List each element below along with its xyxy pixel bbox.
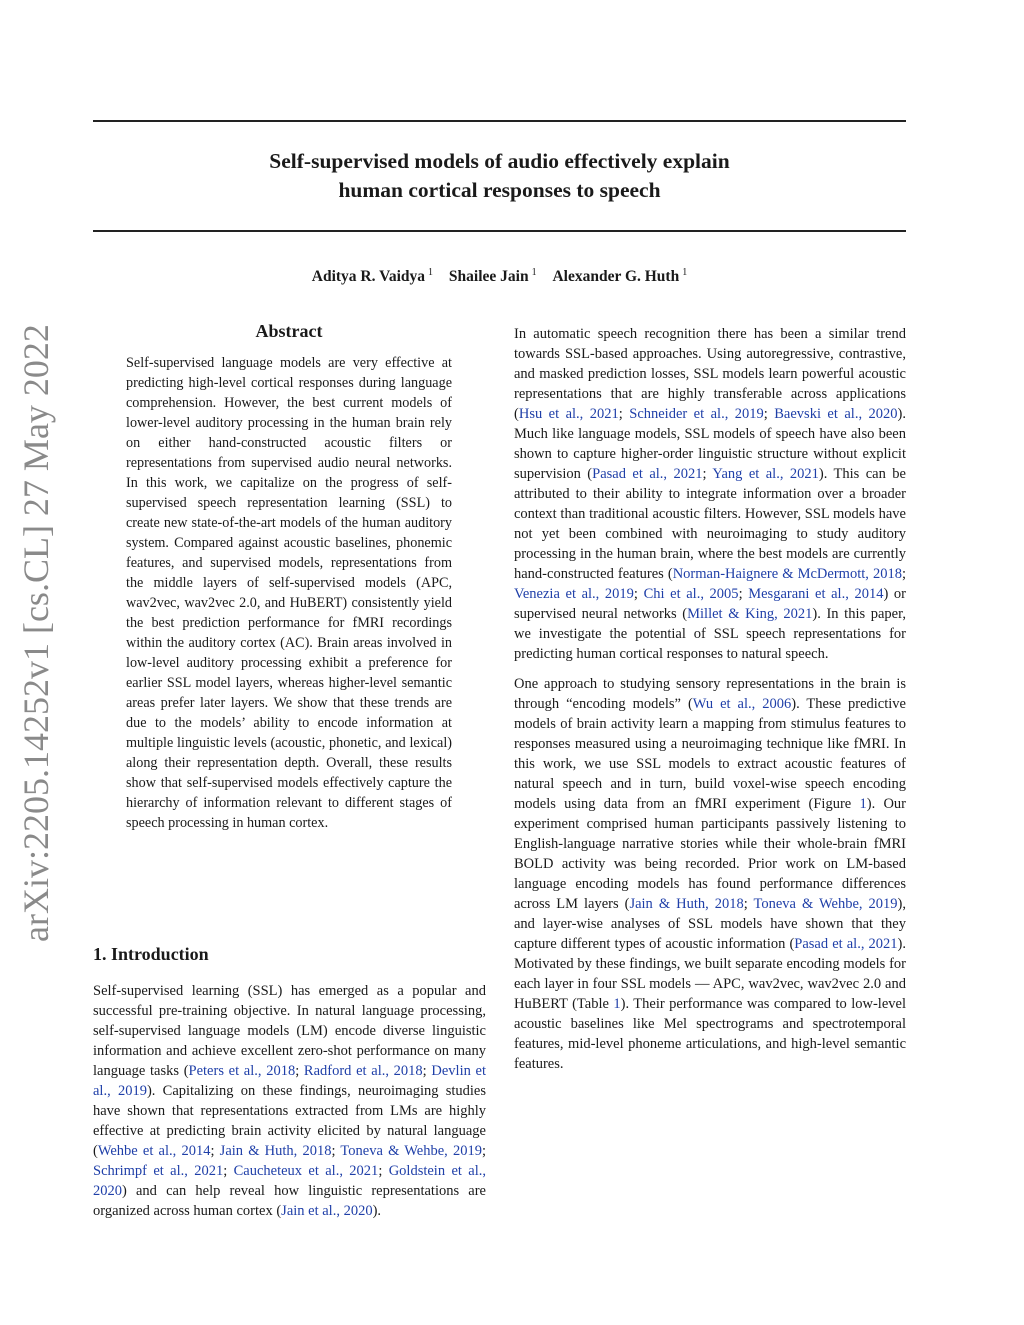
body-text: ). This can be attributed to their ability to integrate information over a broader context than traditional acoustic filters. However, SSL models have not yet been combined with neuroimaging to study auditory processing in the human brain, where the best models are currently hand-constructed features ( [514,466,906,582]
citation-link[interactable]: Peters et al., 2018 [188,1063,296,1079]
introduction-heading: 1. Introduction [93,944,209,964]
citation-link[interactable]: Yang et al., 2021 [712,466,819,482]
citation-link[interactable]: Schrimpf et al., 2021 [93,1163,224,1179]
citation-link[interactable]: Hsu et al., 2021 [518,406,619,422]
right-column [514,324,906,1084]
table-reference-link[interactable]: 1 [613,996,621,1012]
citation-link[interactable]: Wu et al., 2006 [692,696,792,712]
body-text: ). These predictive models of brain activity learn a mapping from stimulus features to responses measured using a neuroimaging technique like fMRI. In this work, we use SSL models to extract acoustic features of natural speech and in turn, build voxel-wise speech encoding models using data from an fMRI experiment (Figure [514,696,906,812]
body-text: In automatic speech recognition there has been a similar trend towards SSL-based approaches. Using autoregressive, contrastive, and masked prediction losses, SSL models learn powerful acoustic representations that are highly transferable across applications ( [514,326,906,422]
citation-link[interactable]: Mesgarani et al., 2014 [748,586,884,602]
intro-paragraph-2: In automatic speech recognition there has been a similar trend towards SSL-based approaches. Using autoregressive, contrastive, and masked prediction losses, SSL models learn powerful acoustic representations that are highly transferable across applications (Hsu et al., 2021; Schneider et al., 2019; Baevski et al., 2020). Much like language models, SSL models of speech have also been shown to capture higher-order linguistic structure without explicit supervision (Pasad et al., 2021; Yang et al., 2021). This can be attributed to their ability to integrate information over a broader context than traditional acoustic filters. However, SSL models have not yet been combined with neuroimaging to study auditory processing in the human brain, where the best models are currently hand-constructed features (Norman-Haignere & McDermott, 2018; Venezia et al., 2019; Chi et al., 2005; Mesgarani et al., 2014) or supervised neural networks (Millet & King, 2021). In this paper, we investigate the potential of SSL speech representations for predicting human cortical responses to natural speech. [514,326,906,662]
title-line-2: human cortical responses to speech [338,178,661,202]
body-text: ), and layer-wise analyses of SSL models have shown that they capture different types of acoustic information ( [514,896,906,952]
title-top-rule [93,120,906,122]
citation-link[interactable]: Pasad et al., 2021 [794,936,898,952]
citation-link[interactable]: Jain & Huth, 2018 [629,896,744,912]
author-name: Aditya R. Vaidya [311,268,426,286]
citation-link[interactable]: Wehbe et al., 2014 [97,1143,211,1159]
author-affiliation: 1 [682,267,688,278]
author-affiliation: 1 [531,267,537,278]
abstract-text: Self-supervised language models are very effective at predicting high-level cortical responses during language comprehension. However, the best current models of lower-level auditory processing in the human brain rely on either hand-constructed acoustic filters or representations from supervised audio neural networks. In this work, we capitalize on the progress of self-supervised speech representation learning (SSL) to create new state-of-the-art models of the human auditory system. Compared against acoustic baselines, phonemic features, and supervised models, representations from the middle layers of self-supervised models (APC, wav2vec, wav2vec 2.0, and HuBERT) consistently yield the best prediction performance for fMRI recordings within the auditory cortex (AC). Brain areas involved in low-level auditory processing exhibit a preference for earlier SSL model layers, whereas higher-level semantic areas prefer later layers. We show that these trends are due to the models’ ability to encode information at multiple linguistic levels (acoustic, phonetic, and lexical) along their representation depth. Overall, these results show that self-supervised models effectively capture the hierarchy of information relevant to different stages of speech processing in human cortex. [126,355,452,831]
body-text: Self-supervised learning (SSL) has emerged as a popular and successful pre-training objective. In natural language processing, self-supervised language models (LM) encode diverse linguistic information and achieve excellent zero-shot performance on many language tasks ( [93,983,486,1079]
citation-link[interactable]: Goldstein et al., 2020 [93,1163,486,1199]
citation-link[interactable]: Norman-Haignere & McDermott, 2018 [672,566,902,582]
citation-link[interactable]: Jain & Huth, 2018 [219,1143,332,1159]
body-text: ). Capitalizing on these findings, neuroimaging studies have shown that representations extracted from LMs are highly effective at predicting brain activity elicited by natural language ( [93,1083,487,1159]
arxiv-identifier: arXiv:2205.14252v1 [cs.CL] 27 May 2022 [16,324,56,942]
citation-link[interactable]: Pasad et al., 2021 [592,466,703,482]
intro-paragraph-3: One approach to studying sensory representations in the brain is through “encoding models” (Wu et al., 2006). These predictive models of brain activity learn a mapping from stimulus features to responses measured using a neuroimaging technique like fMRI. In this work, we use SSL models to extract acoustic features of natural speech and in turn, build voxel-wise speech encoding models using data from an fMRI experiment (Figure 1). Our experiment comprised human participants passively listening to English-language narrative stories while their whole-brain fMRI BOLD activity was being recorded. Prior work on LM-based language encoding models has found performance differences across LM layers (Jain & Huth, 2018; Toneva & Wehbe, 2019), and layer-wise analyses of SSL models have shown that they capture different types of acoustic information (Pasad et al., 2021). Motivated by these findings, we built separate encoding models for each layer in four SSL models — APC, wav2vec, wav2vec 2.0 and HuBERT (Table 1). Their performance was compared to low-level acoustic baselines like Mel spectrograms and spectrotemporal features, mid-level phoneme articulations, and high-level semantic features. [514,676,906,1072]
figure-reference-link[interactable]: 1 [859,796,867,812]
body-text: One approach to studying sensory representations in the brain is through “encoding models” ( [514,676,906,712]
abstract-heading: Abstract [255,321,323,341]
body-text: ) and can help reveal how linguistic representations are organized across human cortex ( [93,1183,486,1219]
author-name: Alexander G. Huth [552,268,680,286]
body-text: ) or supervised neural networks ( [514,586,906,622]
citation-link[interactable]: Jain et al., 2020 [281,1203,373,1219]
body-text: ). Motivated by these findings, we built separate encoding models for each layer in four SSL models — APC, wav2vec, wav2vec 2.0 and HuBERT (Table [514,936,906,1012]
citation-link[interactable]: Venezia et al., 2019 [514,586,634,602]
body-text: ). Much like language models, SSL models of speech have also been shown to capture higher-order linguistic structure without explicit supervision ( [514,406,906,482]
citation-link[interactable]: Caucheteux et al., 2021 [233,1163,379,1179]
intro-paragraph-1-part-a: Self-supervised learning (SSL) has emerged as a popular and successful pre-training objective. In natural language processing, self-supervised language models (LM) encode diverse linguistic information and achieve excellent zero-shot performance on many language tasks (Peters et al., 2018; Radford et al., 2018; Devlin et al., 2019). Capitalizing on these findings, neuroimaging studies have shown that representations extracted from LMs are highly effective at predicting brain activity elicited by natural language (Wehbe et al., 2014; Jain & Huth, 2018; Toneva & Wehbe, 2019; Schrimpf et al., 2021; Caucheteux et al., 2021; Goldstein et al., 2020) and can help reveal how linguistic representations are organized across human cortex (Jain et al., 2020). [93,983,487,1219]
body-text: ). In this paper, we investigate the potential of SSL speech representations for predicting human cortical responses to natural speech. [514,606,906,662]
citation-link[interactable]: Millet & King, 2021 [687,606,813,622]
title-line-1: Self-supervised models of audio effectively explain [269,149,730,173]
body-text: ). Their performance was compared to low-level acoustic baselines like Mel spectrograms and spectrotemporal features, mid-level phoneme articulations, and high-level semantic features. [514,996,906,1072]
author [312,267,433,286]
body-text: ). Our experiment comprised human participants passively listening to English-language narrative stories while their whole-brain fMRI BOLD activity was being recorded. Prior work on LM-based language encoding models has found performance differences across LM layers ( [514,796,906,912]
paper-title [93,147,906,205]
author-list [93,267,906,286]
citation-link[interactable]: Toneva & Wehbe, 2019 [340,1143,482,1159]
citation-link[interactable]: Chi et al., 2005 [643,586,739,602]
author [552,267,687,286]
citation-link[interactable]: Schneider et al., 2019 [629,406,764,422]
author-affiliation: 1 [428,267,434,278]
title-bottom-rule [93,230,906,232]
body-text: ). [372,1203,382,1219]
citation-link[interactable]: Baevski et al., 2020 [774,406,898,422]
author [449,267,537,286]
author-name: Shailee Jain [448,268,529,286]
citation-link[interactable]: Toneva & Wehbe, 2019 [753,896,898,912]
citation-link[interactable]: Radford et al., 2018 [303,1063,423,1079]
citation-link[interactable]: Devlin et al., 2019 [93,1063,487,1099]
